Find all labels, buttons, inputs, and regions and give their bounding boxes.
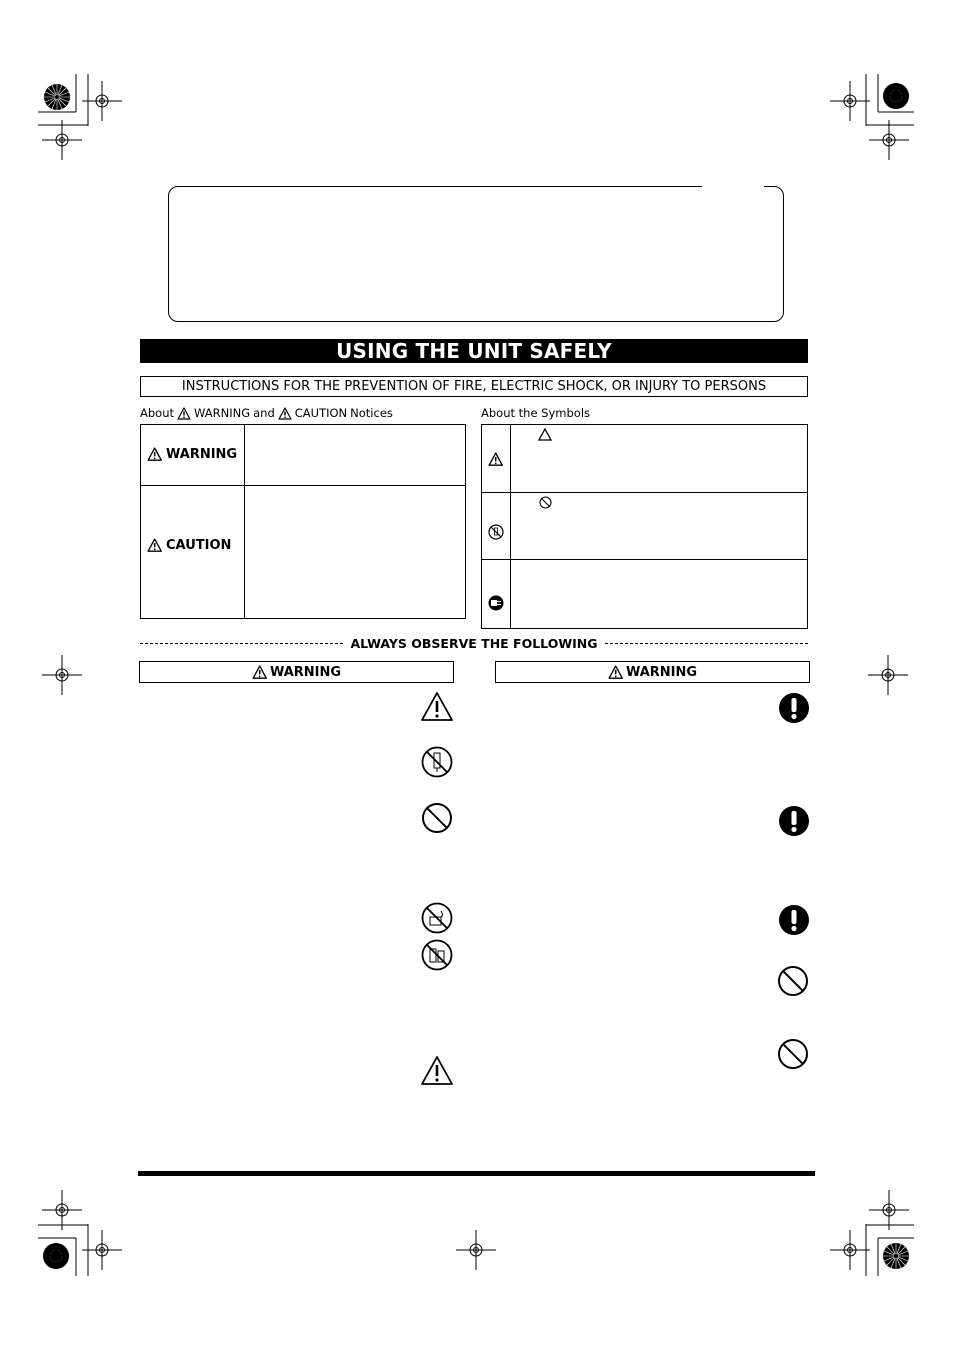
- notice-box-gap: [702, 183, 764, 189]
- crop-mark-left-middle: [30, 655, 90, 700]
- notices-label-about: About: [140, 406, 175, 420]
- symbols-label: About the Symbols: [481, 406, 591, 420]
- crop-marks-top-left: [0, 0, 140, 180]
- notices-label-caution: CAUTION: [294, 406, 348, 420]
- page-title: USING THE UNIT SAFELY: [140, 339, 808, 363]
- prohibited-icon: [421, 802, 454, 835]
- notice-table: [140, 424, 466, 619]
- prohibited-icon: [539, 496, 552, 509]
- warning-triangle-icon: [252, 665, 268, 680]
- crop-mark-right-middle: [860, 655, 920, 700]
- warning-triangle-icon: [147, 538, 163, 553]
- crop-marks-bottom-right: [814, 1170, 954, 1350]
- no-water-icon: [421, 902, 454, 935]
- no-disassemble-icon: [488, 524, 504, 540]
- triangle-outline-icon: [538, 428, 552, 441]
- symbols-table: [481, 424, 808, 629]
- warning-triangle-icon: [488, 452, 504, 467]
- caution-notice-label: CAUTION: [147, 538, 231, 553]
- bottom-rule: [138, 1171, 815, 1176]
- mandatory-action-icon: [778, 692, 810, 724]
- observe-heading-text: ALWAYS OBSERVE THE FOLLOWING: [343, 636, 606, 651]
- warning-triangle-icon: [177, 407, 191, 420]
- notices-label-and: and: [253, 406, 275, 420]
- warning-triangle-icon: [421, 1055, 454, 1087]
- warning-notice-label: WARNING: [147, 447, 237, 462]
- notice-box: [168, 186, 784, 322]
- warning-triangle-icon: [278, 407, 292, 420]
- notices-label-notices: Notices: [350, 406, 393, 420]
- left-warning-header: WARNING: [139, 661, 454, 683]
- notices-label: [140, 406, 393, 420]
- crop-mark-bottom-center: [446, 1230, 506, 1275]
- no-wet-hands-icon: [421, 939, 454, 972]
- instructions-banner: INSTRUCTIONS FOR THE PREVENTION OF FIRE, ELECTRIC SHOCK, OR INJURY TO PERSONS: [140, 376, 808, 397]
- no-disassemble-icon: [421, 746, 454, 779]
- prohibited-icon: [777, 965, 810, 998]
- warning-triangle-icon: [421, 691, 454, 723]
- observe-heading: [140, 636, 808, 652]
- right-warning-header: WARNING: [495, 661, 810, 683]
- warning-triangle-icon: [608, 665, 624, 680]
- crop-marks-bottom-left: [0, 1170, 140, 1350]
- unplug-icon: [488, 595, 504, 611]
- crop-marks-top-right: [814, 0, 954, 180]
- notices-label-warning: WARNING: [194, 406, 251, 420]
- prohibited-icon: [777, 1038, 810, 1071]
- mandatory-action-icon: [778, 904, 810, 936]
- mandatory-action-icon: [778, 805, 810, 837]
- warning-triangle-icon: [147, 447, 163, 462]
